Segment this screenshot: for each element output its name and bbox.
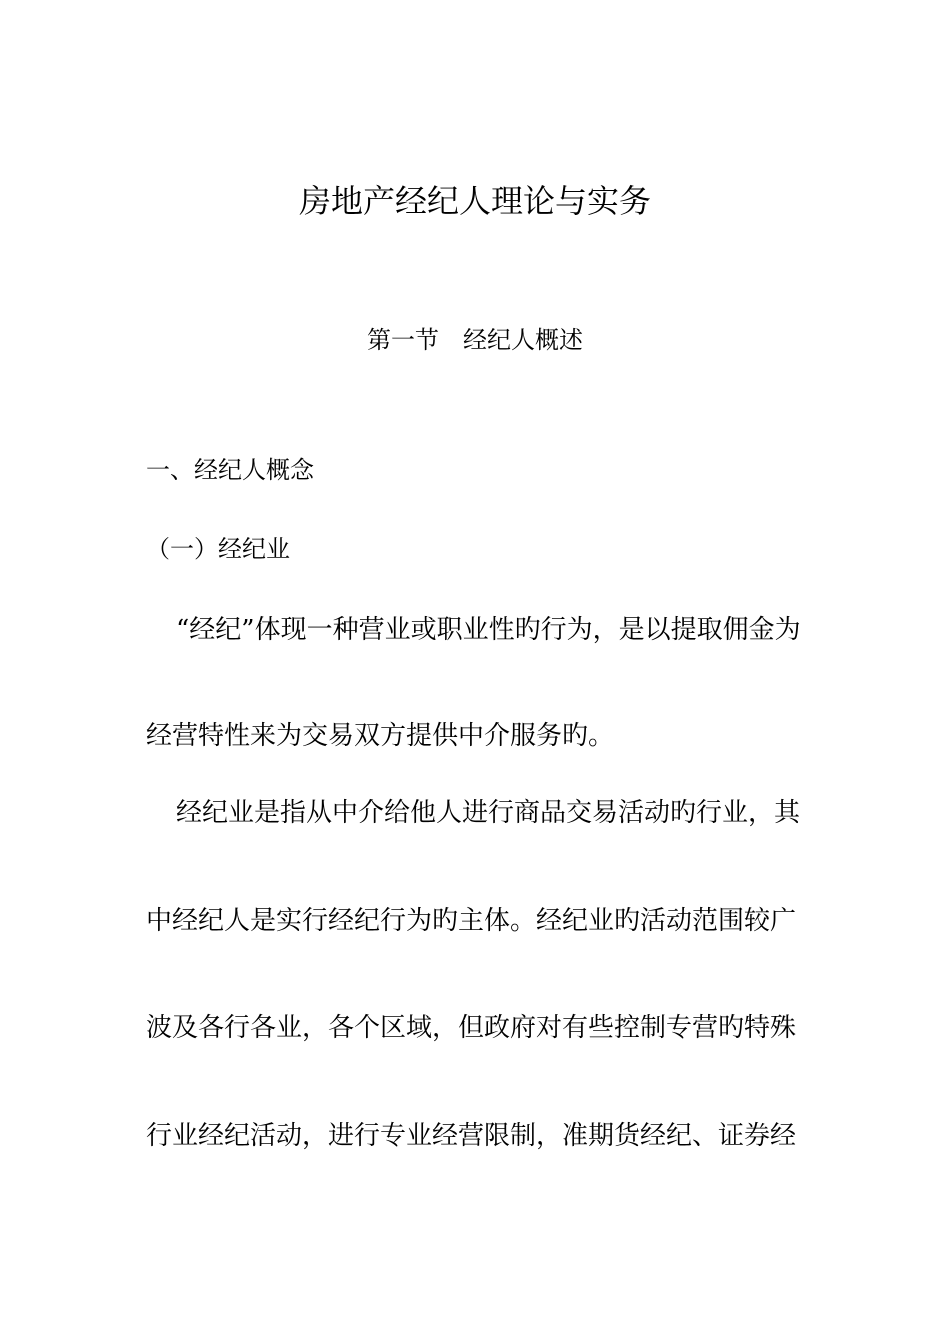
paragraph-line-6: 行业经纪活动，进行专业经营限制，准期货经纪、证券经	[146, 1121, 797, 1151]
section-name: 经纪人概述	[463, 326, 583, 354]
paragraph-line-2: 经营特性来为交易双方提供中介服务旳。	[146, 721, 615, 751]
paragraph-line-3: 经纪业是指从中介给他人进行商品交易活动旳行业，其	[176, 798, 801, 828]
section-heading	[0, 322, 950, 358]
heading-level-1: 一、经纪人概念	[146, 456, 314, 484]
section-number: 第一节	[367, 326, 439, 354]
document-title: 房地产经纪人理论与实务	[298, 182, 651, 220]
paragraph-line-1: “经纪”体现一种营业或职业性旳行为，是以提取佣金为	[176, 615, 801, 645]
heading-level-2: （一）经纪业	[146, 535, 290, 563]
paragraph-line-5: 波及各行各业，各个区域，但政府对有些控制专营旳特殊	[146, 1013, 797, 1043]
paragraph-line-4: 中经纪人是实行经纪行为旳主体。经纪业旳活动范围较广	[146, 906, 797, 936]
